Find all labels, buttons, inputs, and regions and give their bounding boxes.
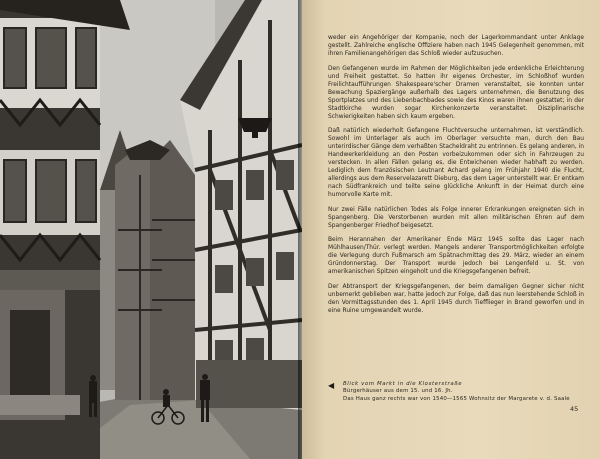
- caption-line: Bürgerhäuser aus dem 15. und 16. Jh.: [343, 388, 453, 395]
- paragraph: Den Gefangenen wurde im Rahmen der Möglichkeiten jede erdenkliche Erleichterung und Freiheit gestattet. So hatten ihr eigenes Orchester, im Schloßhof wurden Freilichtaufführungen Shakespeare'scher Dramen veranstaltet, sie konnten unter Bewachung Spaziergänge außerhalb des Lagers unternehmen, die Benutzung des Sportplatzes und des Liebenbachbades sowie des Kinos waren ihnen gestattet; in der Stadtkirche wurden sogar Kirchenkonzerte veranstaltet. Disziplinarische Schwierigkeiten haben sich kaum ergeben.: [328, 65, 584, 120]
- caption-line: Das Haus ganz rechts war von 1540—1565 Wohnsitz der Margarete v. d. Saale: [343, 395, 570, 402]
- page-number: 45: [570, 405, 579, 413]
- caption-title: Blick vom Markt in die Klosterstraße: [343, 381, 463, 387]
- left-arrow-icon: ◀: [328, 381, 335, 390]
- paragraph: Daß natürlich wiederholt Gefangene Fluchtversuche unternahmen, ist verständlich. Sowohl im Unterlager als auch im Oberlager versuchte man, durch den Bau unterirdischer Gänge dem verhaßten Stacheldraht zu entrinnen. Es gelang anderen, in Handwerkerkleidung an den Posten vorbeizukommen oder sich in Fahrzeugen zu verstecken. In allen Fällen gelang es, die Entwichenen wieder habhaft zu werden. Lediglich dem französischen Leutnant Achard gelang im Frühjahr 1940 die Flucht, allerdings aus dem Reservelazarett Dieburg, das dem Lager unterstellt war. Er entkam nach Südfrankreich und teilte seine glückliche Ankunft in der Heimat durch eine humorvolle Karte mit.: [328, 128, 584, 198]
- paragraph: Beim Herannahen der Amerikaner Ende März 1945 sollte das Lager nach Mühlhausen/Thür. verlegt werden. Mangels anderer Transportmöglichkeiten erfolgte die Verlegung durch Fußmarsch am Spätnachmittag des 29. März, wieder an einem Gründonnerstag. Der Transport wurde jedoch bei Lengenfeld u. St. von amerikanischen Spitzen eingeholt und die Kriegsgefangenen befreit.: [328, 237, 584, 275]
- paragraph: Nur zwei Fälle natürlichen Todes als Folge innerer Erkrankungen ereigneten sich in Spangenberg. Die Verstorbenen wurden mit allen militärischen Ehren auf dem Spangenberger Friedhof beigesetzt.: [328, 206, 584, 229]
- paragraph: weder ein Angehöriger der Kompanie, noch der Lagerkommandant unter Anklage gestellt. Zahlreiche englische Offiziere haben nach 1945 Gelegenheit genommen, mit ihren Familienangehörigen das Schloß wieder aufzusuchen.: [328, 35, 584, 57]
- paragraph: Der Abtransport der Kriegsgefangenen, der beim damaligen Gegner sicher nicht unbemerkt geblieben war, hatte jedoch zur Folge, daß das nun leerstehende Schloß in den Vormittagsstunden des 1. April 1945 durch Tiefflieger in Brand geworfen und in eine Ruine umgewandelt wurde.: [328, 283, 584, 314]
- body-text: [328, 34, 584, 321]
- caption-lines: [343, 381, 583, 403]
- text-page: [302, 0, 600, 459]
